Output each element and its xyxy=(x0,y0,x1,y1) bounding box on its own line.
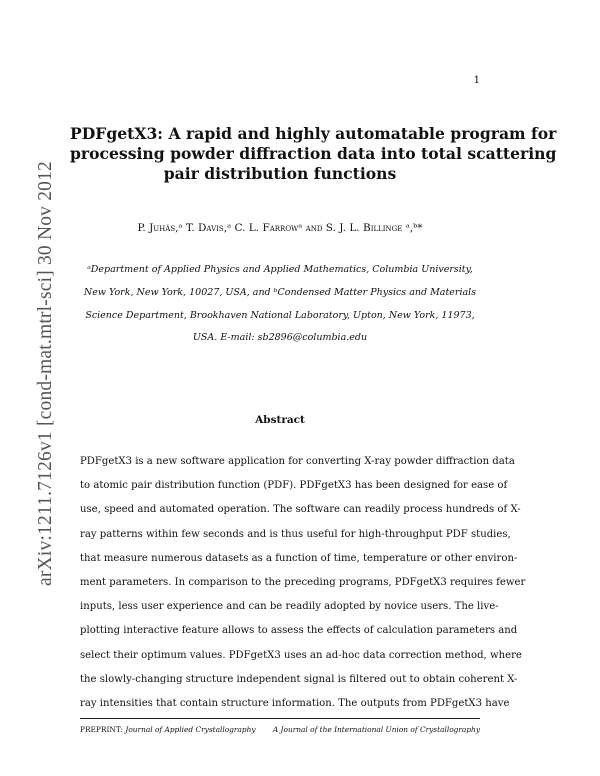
abstract-line: ray intensities that contain structure information. The outputs from PDFgetX3 have xyxy=(80,698,510,710)
abstract-body xyxy=(80,450,526,716)
affiliation-line: ᵃDepartment of Applied Physics and Applied Mathematics, Columbia University, xyxy=(87,264,473,275)
abstract-line: the slowly-changing structure independent signal is filtered out to obtain coherent X- xyxy=(80,673,518,685)
abstract-line: inputs, less user experience and can be readily adopted by novice users. The live- xyxy=(80,601,499,613)
arxiv-identifier[interactable]: arXiv:1211.7126v1 [cond-mat.mtrl-sci] 30 Nov 2012 xyxy=(35,160,56,586)
abstract-heading: Abstract xyxy=(255,414,305,426)
abstract-line: to atomic pair distribution function (PDF). PDFgetX3 has been designed for ease of xyxy=(80,480,508,492)
abstract-line: ment parameters. In comparison to the preceding programs, PDFgetX3 requires fewer xyxy=(80,577,526,589)
title-line: pair distribution functions xyxy=(163,164,397,183)
paper-title xyxy=(70,124,557,184)
abstract-line: ray patterns within few seconds and is thus useful for high-throughput PDF studies, xyxy=(80,528,511,540)
footer-preprint xyxy=(80,725,256,734)
page-footer xyxy=(80,725,480,734)
journal-name: Journal of Applied Crystallography xyxy=(125,725,256,734)
affiliations xyxy=(60,259,500,350)
affiliation-line: USA. E-mail: sb2896@columbia.edu xyxy=(192,332,368,344)
union-name: A Journal of the International Union of Crystallography xyxy=(272,725,480,734)
title-line: processing powder diffraction data into total scattering xyxy=(70,144,557,163)
affiliation-line: Science Department, Brookhaven National Laboratory, Upton, New York, 11973, xyxy=(85,309,475,321)
abstract-line: plotting interactive feature allows to assess the effects of calculation parameters and xyxy=(80,625,518,637)
abstract-line: that measure numerous datasets as a function of time, temperature or other environ- xyxy=(80,552,518,564)
title-line: PDFgetX3: A rapid and highly automatable program for xyxy=(70,124,557,143)
page-number: 1 xyxy=(473,75,480,86)
abstract-line: select their optimum values. PDFgetX3 uses an ad-hoc data correction method, where xyxy=(80,649,522,661)
affiliation-line: New York, New York, 10027, USA, and ᵇCondensed Matter Physics and Materials xyxy=(83,286,477,298)
footer-divider xyxy=(80,718,480,719)
preprint-label: PREPRINT: xyxy=(80,725,124,734)
abstract-line: use, speed and automated operation. The software can readily process hundreds of X- xyxy=(80,504,521,516)
author-list: P. Juhás,ᵃ T. Davis,ᵃ C. L. Farrowᵃ and S. J. L. Billinge ᵃ,ᵇ* xyxy=(137,222,423,234)
abstract-line: PDFgetX3 is a new software application for converting X-ray powder diffraction data xyxy=(80,456,515,467)
